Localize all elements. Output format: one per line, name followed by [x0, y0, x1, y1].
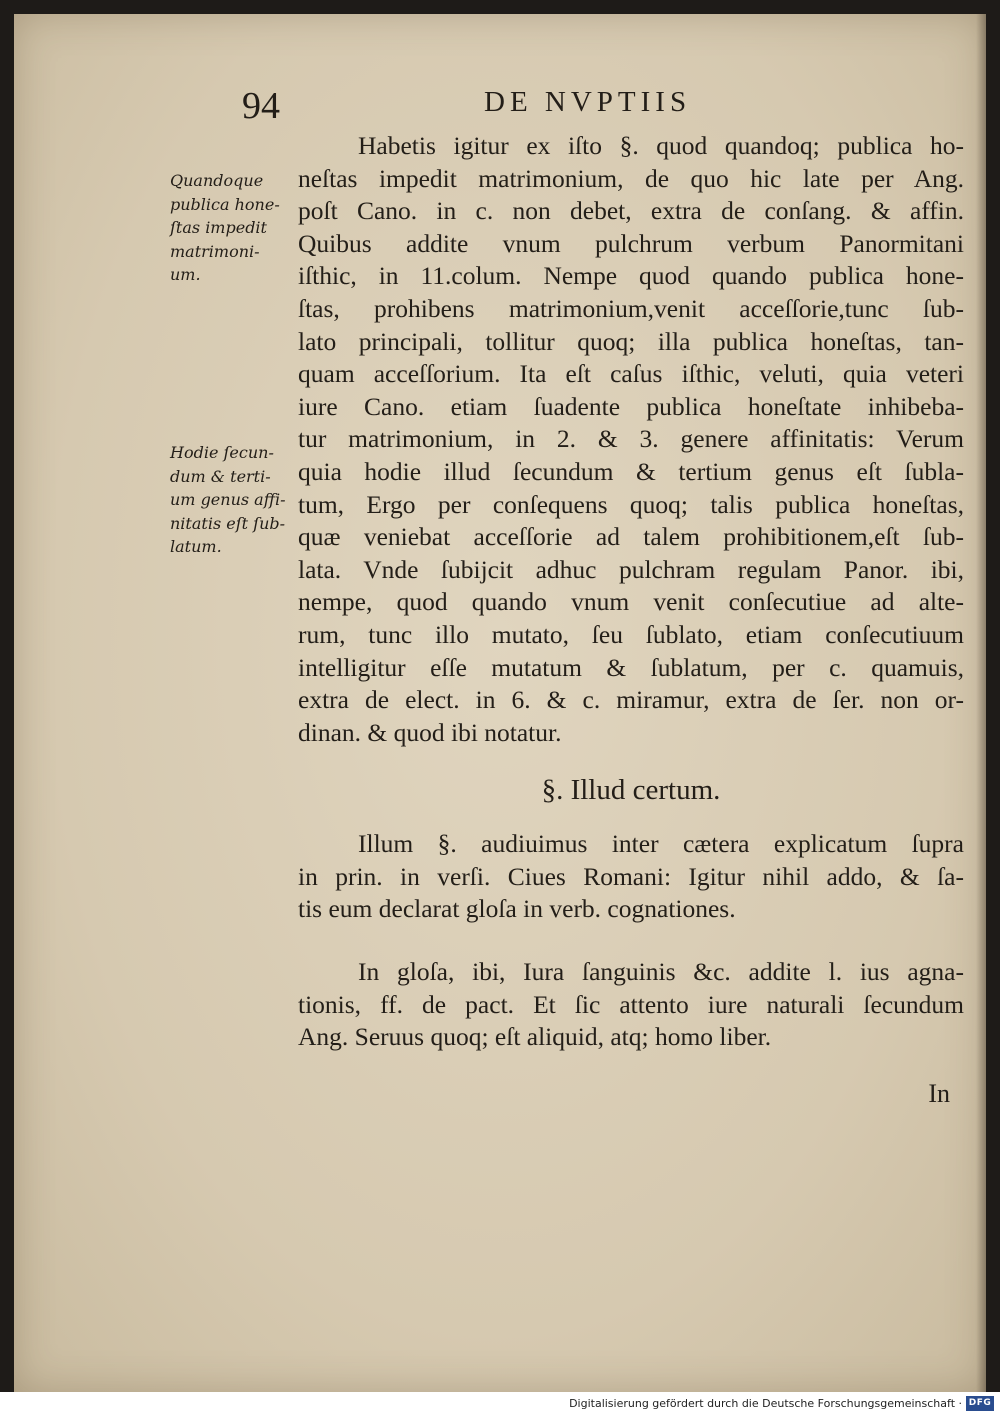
- text-line: poſt Cano. in c. non debet, extra de conſang. & affin.: [298, 196, 964, 226]
- text-line: Illum §. audiuimus inter cætera explicatum ſupra: [358, 829, 964, 858]
- text-line: rum, tunc illo mutato, ſeu ſublato, etiam conſecutiuum: [298, 619, 964, 649]
- text-line: tum, Ergo per conſequens quoq; talis publica honeſtas,: [298, 489, 964, 519]
- paragraph-3: [298, 956, 964, 1054]
- text-line: neſtas impedit matrimonium, de quo hic late per Ang.: [298, 163, 964, 193]
- paragraph-2: [298, 828, 964, 926]
- dfg-logo-icon: DFG: [966, 1396, 994, 1411]
- text-line: tur matrimonium, in 2. & 3. genere affinitatis: Verum: [298, 424, 964, 454]
- text-line: Habetis igitur ex iſto §. quod quandoq; publica ho-: [358, 131, 964, 160]
- marginal-note-line: um genus affi-: [170, 490, 286, 509]
- text-line: in prin. in verſi. Ciues Romani: Igitur nihil addo, & ſa-: [298, 861, 964, 891]
- book-page: [14, 14, 986, 1392]
- text-line: iure Cano. etiam ſuadente publica honeſtate inhibeba-: [298, 391, 964, 421]
- page-number: 94: [242, 85, 280, 127]
- text-line: tis eum declarat gloſa in verb. cognationes.: [298, 894, 736, 924]
- marginal-note-1: [170, 169, 292, 287]
- text-line: quam acceſſorium. Ita eſt caſus iſthic, veluti, quia veteri: [298, 359, 964, 389]
- marginal-note-line: um.: [170, 265, 201, 284]
- marginal-note-line: Hodie ſecun-: [170, 443, 274, 462]
- text-line: dinan. & quod ibi notatur.: [298, 717, 562, 747]
- marginal-note-line: ſtas impedit: [170, 218, 267, 237]
- paragraph-1: [298, 130, 964, 749]
- text-line: quia hodie illud ſecundum & tertium genus eſt ſubla-: [298, 456, 964, 486]
- text-line: quæ veniebat acceſſorie ad talem prohibitionem,eſt ſub-: [298, 522, 964, 552]
- footer-credit: Digitalisierung gefördert durch die Deutsche Forschungsgemeinschaft ·: [569, 1397, 962, 1410]
- text-line: iſthic, in 11.colum. Nempe quod quando publica hone-: [298, 261, 964, 291]
- text-line: Quibus addite vnum pulchrum verbum Panormitani: [298, 228, 964, 258]
- text-line: ſtas, prohibens matrimonium,venit acceſſorie,tunc ſub-: [298, 293, 964, 323]
- text-line: tionis, ff. de pact. Et ſic attento iure naturali ſecundum: [298, 989, 964, 1019]
- digitization-footer: [0, 1392, 1000, 1416]
- marginal-note-line: dum & terti-: [170, 466, 271, 486]
- text-line: nempe, quod quando vnum venit conſecutiue ad alte-: [298, 587, 964, 617]
- marginal-note-line: nitatis eſt ſub-: [170, 513, 286, 533]
- text-line: lato principali, tollitur quoq; illa publica honeſtas, tan-: [298, 326, 964, 356]
- marginal-note-line: matrimoni-: [170, 241, 260, 261]
- catchword: In: [928, 1079, 950, 1108]
- section-heading: §. Illud certum.: [541, 774, 721, 806]
- page-edge-shadow: [976, 14, 986, 1392]
- text-line: Ang. Seruus quoq; eſt aliquid, atq; homo liber.: [298, 1022, 772, 1052]
- text-line: intelligitur eſſe mutatum & ſublatum, per c. quamuis,: [298, 652, 964, 682]
- text-line: In gloſa, ibi, Iura ſanguinis &c. addite l. ius agna-: [358, 957, 964, 986]
- marginal-note-line: Quandoque: [170, 171, 264, 190]
- text-line: lata. Vnde ſubijcit adhuc pulchram regulam Panor. ibi,: [298, 554, 964, 584]
- marginal-note-line: publica hone-: [170, 194, 280, 214]
- text-line: extra de elect. in 6. & c. miramur, extra de ſer. non or-: [298, 685, 964, 715]
- running-head: DE NVPTIIS: [484, 86, 692, 118]
- marginal-note-line: latum.: [170, 537, 222, 556]
- marginal-note-2: [170, 441, 292, 559]
